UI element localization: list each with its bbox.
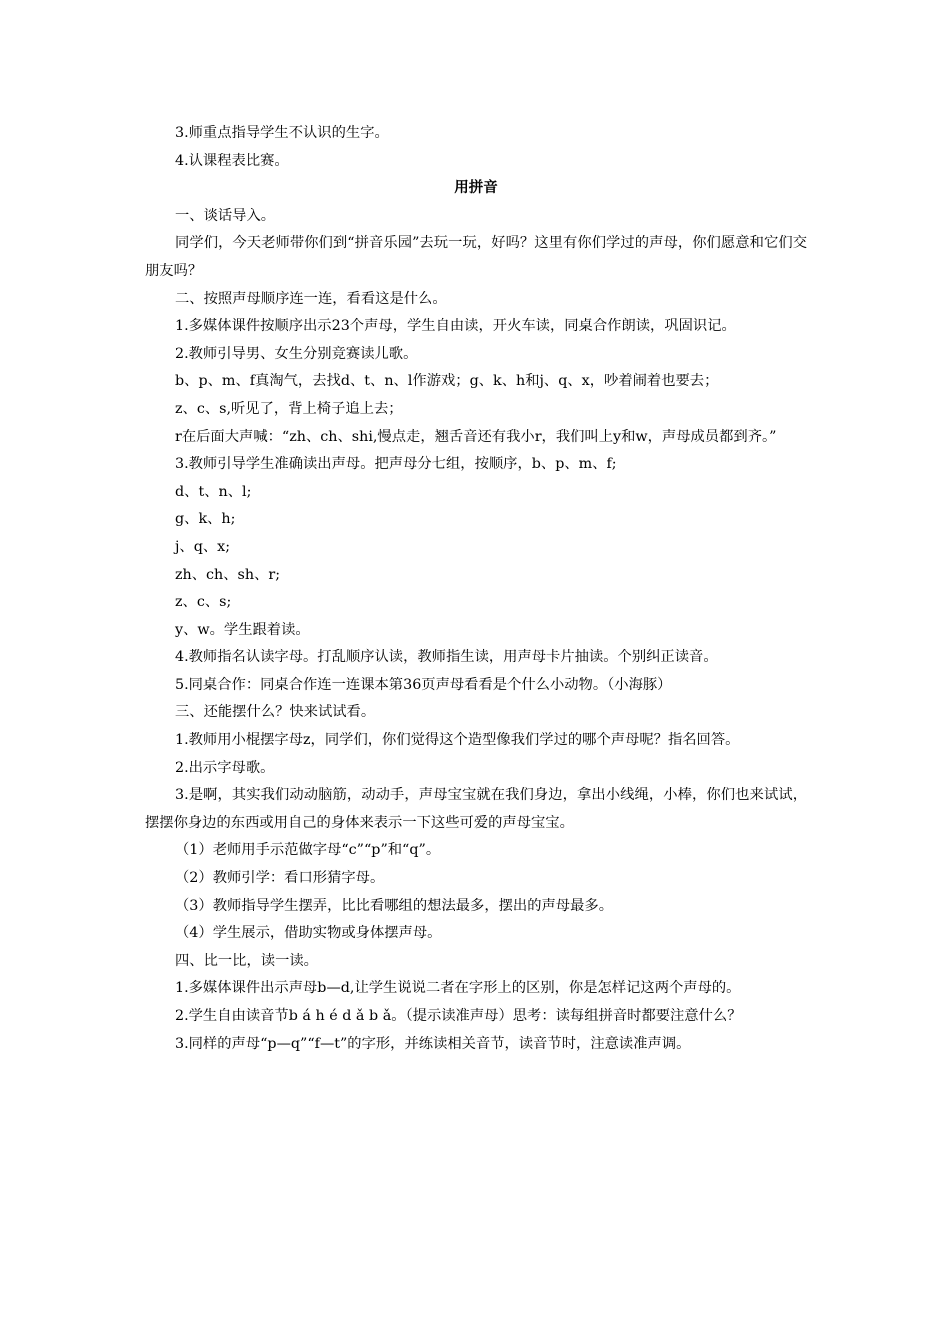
paragraph: 一、谈话导入。 xyxy=(175,207,276,224)
paragraph: （4）学生展示，借助实物或身体摆声母。 xyxy=(175,925,442,942)
paragraph: 1.多媒体课件按顺序出示23个声母，学生自由读，开火车读，同桌合作朗读，巩固识记。 xyxy=(175,318,736,335)
paragraph: b、p、m、f真淘气，去找d、t、n、l作游戏；g、k、h和j、q、x，吵着闹着也要去； xyxy=(175,373,719,390)
paragraph: zh、ch、sh、r; xyxy=(175,566,281,583)
paragraph: 1.多媒体课件出示声母b—d,让学生说说二者在字形上的区别，你是怎样记这两个声母的。 xyxy=(175,980,741,997)
paragraph: 二、按照声母顺序连一连，看看这是什么。 xyxy=(175,290,447,307)
paragraph: 4.教师指名认读字母。打乱顺序认读，教师指生读，用声母卡片抽读。个别纠正读音。 xyxy=(175,649,718,666)
paragraph: 4.认课程表比赛。 xyxy=(175,152,289,169)
paragraph: d、t、n、l; xyxy=(175,483,252,500)
paragraph: 1.教师用小棍摆字母z，同学们，你们觉得这个造型像我们学过的哪个声母呢？指名回答。 xyxy=(175,732,740,749)
paragraph: 2.出示字母歌。 xyxy=(175,759,275,776)
paragraph: 3.同样的声母“p—q”“f—t”的字形，并练读相关音节，读音节时，注意读准声调。 xyxy=(175,1035,691,1052)
paragraph: r在后面大声喊：“zh、ch、shi,慢点走，翘舌音还有我小r，我们叫上y和w，声母成员都到齐。” xyxy=(175,428,777,445)
paragraph: j、q、x; xyxy=(175,538,231,555)
paragraph: （1）老师用手示范做字母“c”“p”和“q”。 xyxy=(175,842,441,859)
lines-before xyxy=(145,120,807,175)
section-body xyxy=(145,203,807,1058)
paragraph: 2.教师引导男、女生分别竞赛读儿歌。 xyxy=(175,345,418,362)
paragraph: 3.师重点指导学生不认识的生字。 xyxy=(175,125,389,141)
paragraph: y、w。学生跟着读。 xyxy=(175,621,310,638)
paragraph: z、c、s,听见了，背上椅子追上去； xyxy=(175,400,403,417)
paragraph: z、c、s; xyxy=(175,594,232,611)
paragraph: 三、还能摆什么？快来试试看。 xyxy=(175,704,376,721)
paragraph: 同学们，今天老师带你们到“拼音乐园”去玩一玩，好吗？这里有你们学过的声母，你们愿意和它们交朋友吗？ xyxy=(145,235,807,279)
section-title: 用拼音 xyxy=(454,180,498,197)
document-page xyxy=(145,120,807,1058)
paragraph: 四、比一比，读一读。 xyxy=(175,952,318,969)
paragraph: （2）教师引学：看口形猜字母。 xyxy=(175,870,385,887)
paragraph: 3.是啊，其实我们动动脑筋，动动手，声母宝宝就在我们身边，拿出小线绳，小棒，你们也来试试，摆摆你身边的东西或用自己的身体来表示一下这些可爱的声母宝宝。 xyxy=(145,787,807,831)
paragraph: 5.同桌合作：同桌合作连一连课本第36页声母看看是个什么小动物。（小海豚） xyxy=(175,676,672,693)
paragraph: 2.学生自由读音节b á h é d ǎ b ǎ。（提示读准声母）思考：读每组拼音时都要注意什么？ xyxy=(175,1008,742,1024)
paragraph: g、k、h; xyxy=(175,511,236,528)
paragraph: 3.教师引导学生准确读出声母。把声母分七组，按顺序，b、p、m、f; xyxy=(175,456,617,473)
paragraph: （3）教师指导学生摆弄，比比看哪组的想法最多，摆出的声母最多。 xyxy=(175,897,613,914)
